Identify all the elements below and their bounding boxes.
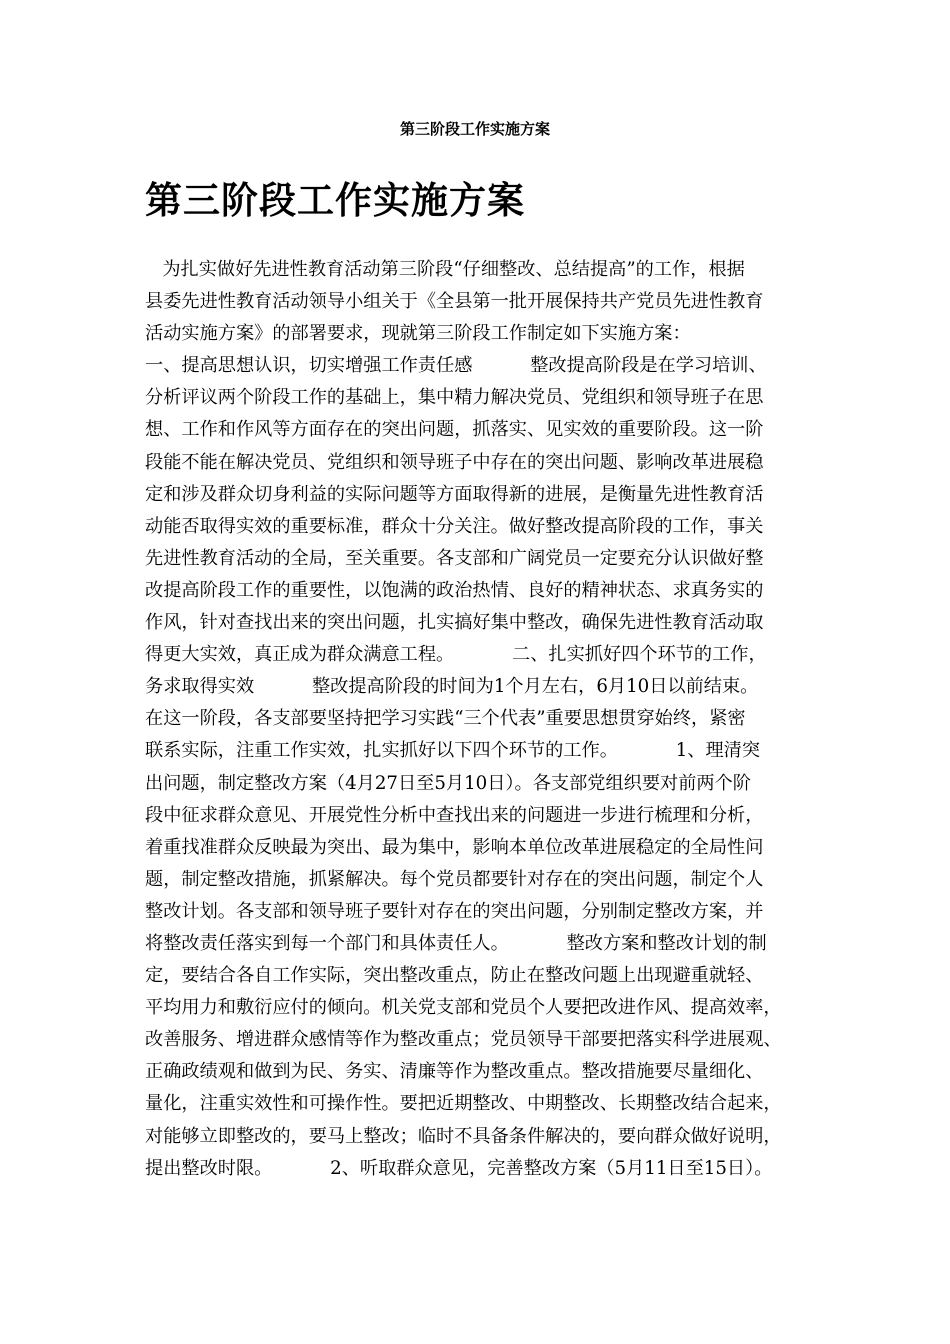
body-line: 改提高阶段工作的重要性，以饱满的政治热情、良好的精神状态、求真务实的 bbox=[145, 579, 764, 601]
header-title: 第三阶段工作实施方案 bbox=[399, 120, 550, 138]
body-line: 段能不能在解决党员、党组织和领导班子中存在的突出问题、影响改革进展稳 bbox=[145, 451, 764, 473]
body-line: 着重找准群众反映最为突出、最为集中，影响本单位改革进展稳定的全局性问 bbox=[145, 836, 764, 858]
body-line: 平均用力和敷衍应付的倾向。机关党支部和党员个人要把改进作风、提高效率， bbox=[145, 997, 782, 1019]
body-line: 改善服务、增进群众感情等作为整改重点；党员领导干部要把落实科学进展观、 bbox=[145, 1029, 782, 1051]
body-line: 分析评议两个阶段工作的基础上，集中精力解决党员、党组织和领导班子在思 bbox=[145, 387, 764, 409]
body-line: 活动实施方案》的部署要求，现就第三阶段工作制定如下实施方案： bbox=[145, 323, 691, 345]
body-line: 得更大实效，真正成为群众满意工程。 二、扎实抓好四个环节的工作， bbox=[145, 644, 767, 666]
body-line: 在这一阶段，各支部要坚持把学习实践“三个代表”重要思想贯穿始终，紧密 bbox=[145, 708, 746, 730]
body-line: 为扎实做好先进性教育活动第三阶段“仔细整改、总结提高”的工作，根据 bbox=[145, 259, 745, 280]
body-line: 动能否取得实效的重要标准，群众十分关注。做好整改提高阶段的工作，事关 bbox=[145, 515, 764, 537]
body-line: 一、提高思想认识，切实增强工作责任感 整改提高阶段是在学习培训、 bbox=[145, 355, 767, 377]
body-line: 题，制定整改措施，抓紧解决。每个党员都要针对存在的突出问题，制定个人 bbox=[145, 868, 764, 890]
body-line: 出问题，制定整改方案（4月27日至5月10日）。各支部党组织要对前两个阶 bbox=[145, 772, 751, 794]
body-line: 正确政绩观和做到为民、务实、清廉等作为整改重点。整改措施要尽量细化、 bbox=[145, 1061, 764, 1083]
body-line: 作风，针对查找出来的突出问题，扎实搞好集中整改，确保先进性教育活动取 bbox=[145, 612, 764, 634]
body-line: 段中征求群众意见、开展党性分析中查找出来的问题进一步进行梳理和分析， bbox=[145, 804, 764, 826]
body-line: 整改计划。各支部和领导班子要针对存在的突出问题，分别制定整改方案，并 bbox=[145, 900, 764, 922]
body-line: 量化，注重实效性和可操作性。要把近期整改、中期整改、长期整改结合起来， bbox=[145, 1093, 782, 1115]
body-line: 定，要结合各自工作实际，突出整改重点，防止在整改问题上出现避重就轻、 bbox=[145, 965, 764, 987]
body-text bbox=[145, 258, 825, 1189]
body-line: 先进性教育活动的全局，至关重要。各支部和广阔党员一定要充分认识做好整 bbox=[145, 547, 764, 569]
body-line: 提出整改时限。 2、听取群众意见，完善整改方案（5月11日至15日）。 bbox=[145, 1157, 773, 1179]
body-line: 定和涉及群众切身利益的实际问题等方面取得新的进展，是衡量先进性教育活 bbox=[145, 483, 764, 505]
body-line: 县委先进性教育活动领导小组关于《全县第一批开展保持共产党员先进性教育 bbox=[145, 291, 764, 313]
main-title: 第三阶段工作实施方案 bbox=[145, 179, 525, 222]
body-line: 对能够立即整改的，要马上整改；临时不具备条件解决的，要向群众做好说明， bbox=[145, 1125, 782, 1147]
body-line: 想、工作和作风等方面存在的突出问题，抓落实、见实效的重要阶段。这一阶 bbox=[145, 419, 764, 441]
body-line: 务求取得实效 整改提高阶段的时间为1个月左右，6月10日以前结束。 bbox=[145, 676, 759, 698]
body-line: 将整改责任落实到每一个部门和具体责任人。 整改方案和整改计划的制 bbox=[145, 932, 767, 954]
body-line: 联系实际，注重工作实效，扎实抓好以下四个环节的工作。 1、理清突 bbox=[145, 740, 761, 762]
